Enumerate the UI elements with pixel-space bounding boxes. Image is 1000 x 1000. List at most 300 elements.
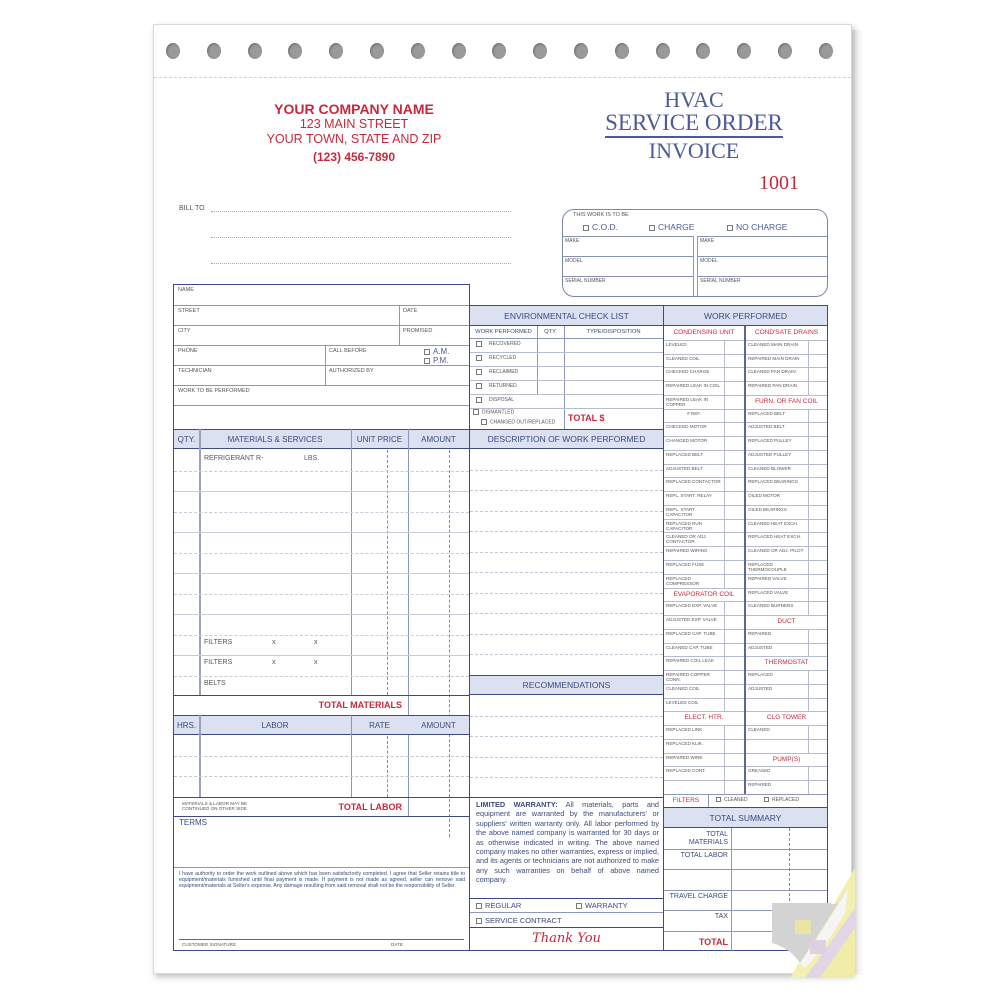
divider (174, 325, 469, 326)
divider (664, 560, 744, 561)
work-item-label: CLEANED (748, 727, 770, 733)
divider (664, 505, 744, 506)
description-line[interactable] (470, 634, 663, 635)
check-cell[interactable] (724, 532, 725, 546)
recommendation-line[interactable] (470, 736, 663, 737)
perforation-line (154, 77, 851, 78)
environmental-title: ENVIRONMENTAL CHECK LIST (470, 306, 663, 326)
divider (746, 436, 827, 437)
rate-header: RATE (369, 720, 390, 730)
check-cell[interactable] (724, 367, 725, 381)
section-heading: DUCT (777, 618, 796, 626)
divider (746, 766, 827, 767)
checkbox-icon[interactable] (476, 355, 482, 361)
work-item-label: CHECKED MOTOR (666, 424, 707, 430)
check-cell[interactable] (808, 670, 809, 684)
check-cell[interactable] (724, 436, 725, 450)
description-line[interactable] (470, 572, 663, 573)
description-line[interactable] (470, 511, 663, 512)
material-row-line[interactable] (174, 614, 469, 615)
make-field-2[interactable]: MAKE (698, 236, 828, 256)
divider (746, 560, 827, 561)
material-row-line[interactable] (174, 594, 469, 595)
check-cell[interactable] (724, 574, 725, 588)
model-field-1[interactable]: MODEL (563, 256, 693, 276)
divider (664, 670, 744, 671)
check-cell[interactable] (724, 354, 725, 368)
env-qty-header: QTY. (544, 329, 557, 335)
check-cell[interactable] (808, 381, 809, 395)
checkbox-icon[interactable] (476, 918, 482, 924)
binding-hole-icon (533, 43, 547, 59)
check-cell[interactable] (724, 684, 725, 698)
description-line[interactable] (470, 593, 663, 594)
summary-amount-field[interactable] (732, 849, 827, 869)
divider (746, 588, 827, 589)
invoice-number: 1001 (759, 172, 799, 194)
form-title (594, 89, 794, 164)
check-cell[interactable] (724, 450, 725, 464)
divider (664, 367, 744, 368)
material-row-line[interactable] (174, 655, 469, 656)
company-street: 123 MAIN STREET (299, 117, 409, 131)
material-row-line[interactable] (174, 553, 469, 554)
divider (174, 867, 469, 868)
note-line: CONTINUED ON OTHER SIDE (182, 806, 247, 811)
check-cell[interactable] (724, 546, 725, 560)
check-cell[interactable] (808, 725, 809, 739)
divider (174, 305, 469, 306)
check-cell[interactable] (808, 491, 809, 505)
bill-to-line-3[interactable] (211, 263, 511, 264)
work-item-label: REPLACED BELT (666, 451, 704, 457)
env-total-label: TOTAL $ (568, 413, 605, 423)
amount-header: AMOUNT (421, 434, 456, 444)
check-cell[interactable] (724, 698, 725, 712)
work-item-label: REPLACED BELT (748, 410, 786, 416)
work-item-label: CLEANED BURNERS (748, 603, 794, 609)
binding-hole-icon (166, 43, 180, 59)
material-row-line[interactable] (174, 573, 469, 574)
description-line[interactable] (470, 531, 663, 532)
check-cell[interactable] (724, 491, 725, 505)
bill-to-line-2[interactable] (211, 237, 511, 238)
divider (746, 395, 827, 396)
env-item-returned[interactable] (476, 383, 517, 389)
section-heading: COND'SATE DRAINS (754, 329, 819, 336)
note-line: MATERIALS & LABOR MAY BE (182, 801, 248, 806)
checkbox-icon[interactable] (727, 225, 733, 231)
company-citystate: YOUR TOWN, STATE AND ZIP (266, 132, 442, 146)
check-cell[interactable] (808, 519, 809, 533)
checkbox-icon[interactable] (576, 903, 582, 909)
work-item-label: ADJUSTED (748, 644, 773, 650)
check-cell[interactable] (724, 615, 725, 629)
material-row-line[interactable] (174, 635, 469, 636)
recommendations-title: RECOMMENDATIONS (470, 675, 663, 695)
env-item-reclaimed[interactable] (476, 369, 518, 375)
bill-to-line-1[interactable] (211, 211, 511, 212)
divider (664, 725, 744, 726)
checkbox-icon[interactable] (473, 409, 479, 415)
work-item-label: CHECKED CHARGE (666, 369, 710, 375)
work-item-label: REPAIRED LEAK IN COIL (666, 383, 721, 389)
check-cell[interactable] (808, 684, 809, 698)
check-cell[interactable] (808, 588, 809, 602)
check-cell[interactable] (808, 560, 809, 574)
divider (664, 464, 744, 465)
work-item-label: CLEANED HEAT EXCH. (748, 520, 799, 526)
material-row-line[interactable] (174, 512, 469, 513)
continued-note (182, 801, 247, 811)
company-phone: (123) 456-7890 (312, 150, 396, 164)
section-heading: THERMOSTAT (764, 659, 809, 667)
serial-field-2[interactable]: SERIAL NUMBER (698, 276, 828, 297)
pm-option[interactable]: P.M. (424, 356, 449, 365)
phone-label: PHONE (178, 348, 198, 354)
description-line[interactable] (470, 470, 663, 471)
warranty-heading: LIMITED WARRANTY: (476, 800, 558, 809)
serial-field-1[interactable]: SERIAL NUMBER (563, 276, 693, 297)
divider (664, 340, 744, 341)
work-item-label: ADJUSTED BELT (666, 465, 703, 471)
work-item-label: REPLACED PULLEY (748, 438, 792, 444)
divider (664, 574, 744, 575)
divider (746, 780, 827, 781)
work-item-label: REPLACED COMPRESSOR (666, 575, 700, 586)
bill-to-label: BILL TO (179, 205, 205, 212)
check-cell[interactable] (808, 643, 809, 657)
check-cell[interactable] (724, 464, 725, 478)
binding-hole-icon (248, 43, 262, 59)
divider (746, 519, 827, 520)
check-cell[interactable] (808, 505, 809, 519)
divider (746, 450, 827, 451)
cents-divider (387, 736, 388, 797)
work-item-label: ADJUSTED EXP. VALVE (666, 617, 717, 623)
work-item-label: GREASED (748, 768, 771, 774)
check-cell[interactable] (808, 532, 809, 546)
check-cell[interactable] (724, 477, 725, 491)
invoice-form (153, 24, 852, 974)
material-row-line[interactable] (174, 471, 469, 472)
divider (664, 698, 744, 699)
divider (746, 464, 827, 465)
check-cell[interactable] (808, 780, 809, 794)
page-curl-icon (770, 868, 855, 978)
description-line[interactable] (470, 613, 663, 614)
divider (697, 236, 698, 297)
check-cell[interactable] (724, 780, 725, 794)
divider (470, 927, 663, 928)
divider (746, 340, 827, 341)
divider (664, 381, 744, 382)
divider (746, 477, 827, 478)
summary-row-label: TOTAL MATERIALS (688, 831, 728, 846)
check-cell[interactable] (724, 739, 725, 753)
work-item-label: REPLACED CONTACTOR (666, 479, 721, 485)
checkbox-icon[interactable] (649, 225, 655, 231)
check-cell[interactable] (808, 340, 809, 354)
authorized-by-label: AUTHORIZED BY (329, 368, 374, 374)
recommendation-line[interactable] (470, 757, 663, 758)
materials-header: MATERIALS & SERVICES (227, 434, 323, 444)
work-item-label: CLEANED COIL (666, 355, 700, 361)
env-work-header: WORK PERFORMED (475, 329, 532, 335)
title-line1: HVAC (664, 87, 724, 112)
recommendation-line[interactable] (470, 716, 663, 717)
divider (746, 643, 827, 644)
check-cell[interactable] (808, 436, 809, 450)
check-cell[interactable] (724, 340, 725, 354)
divider (664, 643, 744, 644)
divider (746, 491, 827, 492)
binding-hole-icon (615, 43, 629, 59)
checkbox-icon[interactable] (476, 341, 482, 347)
binding-hole-icon (370, 43, 384, 59)
labor-header: LABOR (261, 720, 289, 730)
page-shadow (852, 30, 864, 975)
work-item-label: ADJUSTED BELT (748, 424, 785, 430)
divider (664, 780, 744, 781)
binding-hole-icon (819, 43, 833, 59)
model-field-2[interactable]: MODEL (698, 256, 828, 276)
summary-row-label: TOTAL LABOR (680, 851, 728, 859)
cod-option[interactable]: C.O.D. (583, 222, 618, 232)
terms-label: TERMS (179, 818, 207, 827)
divider (664, 354, 744, 355)
check-cell[interactable] (808, 464, 809, 478)
work-item-label: OILED MOTOR (748, 493, 781, 499)
section-heading: CONDENSING UNIT (673, 329, 735, 336)
check-cell[interactable] (724, 753, 725, 767)
divider (664, 794, 827, 795)
divider (746, 615, 827, 616)
check-cell[interactable] (724, 422, 725, 436)
work-item-label: LEVELED (666, 341, 687, 347)
lbs-label: LBS. (304, 455, 320, 462)
check-cell[interactable] (808, 477, 809, 491)
divider (174, 365, 469, 366)
dismantled-option[interactable]: DISMANTLED (473, 409, 514, 415)
divider (174, 405, 469, 406)
checkbox-icon[interactable] (476, 903, 482, 909)
env-item-label: RETURNED (489, 383, 517, 390)
material-row-line[interactable] (174, 532, 469, 533)
service-contract-option[interactable]: SERVICE CONTRACT (476, 916, 562, 925)
description-title: DESCRIPTION OF WORK PERFORMED (470, 429, 663, 449)
binding-hole-icon (492, 43, 506, 59)
divider (174, 385, 469, 386)
binding-hole-icon (207, 43, 221, 59)
divider (746, 367, 827, 368)
check-cell[interactable] (724, 643, 725, 657)
check-cell[interactable] (724, 601, 725, 615)
work-item-label: REPAIRED COIL LEAK (666, 658, 714, 664)
check-cell[interactable] (724, 629, 725, 643)
checkbox-icon[interactable] (481, 419, 487, 425)
work-item-label: REPAIRED (748, 782, 772, 788)
work-item-label: OILED BEARINGS (748, 506, 787, 512)
street-label: STREET (178, 308, 200, 314)
divider (708, 794, 709, 807)
divider (470, 797, 663, 798)
check-cell[interactable] (808, 422, 809, 436)
divider (664, 546, 744, 547)
check-cell[interactable] (808, 601, 809, 615)
check-cell[interactable] (724, 560, 725, 574)
divider (731, 828, 732, 951)
signature-date-label: DATE (391, 942, 403, 947)
checkbox-icon[interactable] (716, 797, 721, 802)
signature-label: CUSTOMER SIGNATURE (182, 942, 236, 947)
summary-row-label: TAX (714, 913, 728, 920)
divider (664, 629, 744, 630)
check-cell[interactable] (724, 519, 725, 533)
am-pm-options (424, 347, 449, 365)
work-item-label: REPAIRED LEAK IN COPPER (666, 396, 709, 407)
check-cell[interactable] (808, 766, 809, 780)
material-row-line[interactable] (174, 491, 469, 492)
env-item-recycled[interactable] (476, 355, 516, 361)
divider (470, 366, 663, 367)
divider (664, 477, 744, 478)
charge-option[interactable]: CHARGE (649, 222, 694, 232)
changed-out-option[interactable]: CHANGED OUT/REPLACED (481, 419, 555, 425)
check-cell[interactable] (808, 739, 809, 753)
call-before-label: CALL BEFORE (329, 348, 367, 354)
check-cell[interactable] (808, 546, 809, 560)
terms-field[interactable] (174, 825, 469, 865)
divider (746, 656, 827, 657)
signature-line[interactable] (179, 939, 464, 940)
thank-you-text: Thank You (532, 931, 601, 946)
work-item-label: CLEANED OR ADJ. PILOT (748, 548, 804, 554)
city-label: CITY (178, 328, 191, 334)
check-cell[interactable] (808, 367, 809, 381)
recommendation-line[interactable] (470, 777, 663, 778)
work-item-label: REPAIRED COPPER CONN. (666, 672, 710, 683)
work-item-label: REPL. START. CAPACITOR (666, 506, 696, 517)
divider (174, 695, 469, 696)
times-label: x (272, 659, 276, 666)
divider (664, 395, 744, 396)
divider (664, 615, 744, 616)
checkbox-icon[interactable] (424, 349, 430, 355)
refrigerant-label: REFRIGERANT R- (204, 455, 264, 462)
check-cell[interactable] (808, 574, 809, 588)
labor-row-line (174, 776, 469, 777)
env-item-disposal[interactable] (476, 397, 514, 403)
filters-label-2: FILTERS (204, 659, 233, 666)
company-block (214, 101, 494, 164)
warranty-option[interactable]: WARRANTY (576, 901, 628, 910)
check-cell[interactable] (724, 409, 725, 423)
total-materials-label: TOTAL MATERIALS (318, 700, 402, 710)
check-cell[interactable] (724, 725, 725, 739)
work-type-box (562, 209, 828, 297)
description-line[interactable] (470, 552, 663, 553)
binding-hole-icon (696, 43, 710, 59)
description-line[interactable] (470, 490, 663, 491)
unit-price-header: UNIT PRICE (356, 434, 403, 444)
regular-option[interactable]: REGULAR (476, 901, 521, 910)
summary-title: TOTAL SUMMARY (664, 807, 827, 828)
divider (693, 236, 694, 297)
belts-label: BELTS (204, 680, 226, 687)
work-item-label: REPAIRED WIRE (666, 754, 703, 760)
checkbox-icon[interactable] (476, 369, 482, 375)
work-item-label: REPAIRED WIRING (666, 548, 708, 554)
am-option[interactable]: A.M. (424, 347, 449, 356)
check-cell[interactable] (808, 629, 809, 643)
check-cell[interactable] (724, 381, 725, 395)
env-item-recovered[interactable] (476, 341, 521, 347)
filters-replaced-option[interactable]: REPLACED (764, 797, 799, 803)
checkbox-icon[interactable] (476, 383, 482, 389)
work-item-label: REPLACED RUN CAPACITOR (666, 520, 702, 531)
binding-hole-icon (656, 43, 670, 59)
authorization-text: I have authority to order the work outlined above which has been satisfactorily completed. I agree that Seller retains title to equipment/materials furnished until final payment is made. If payment is not made as agreed, seller can remove said equipment/materials at Seller's expense. Any damage resulting from said removal shall not be the responsibility of Seller. (179, 871, 465, 890)
total-labor-label: TOTAL LABOR (338, 802, 402, 812)
env-item-label: RECYCLED (489, 355, 517, 362)
divider (664, 436, 744, 437)
divider (470, 912, 663, 913)
check-cell[interactable] (808, 409, 809, 423)
checkbox-icon[interactable] (424, 358, 430, 364)
checkbox-icon[interactable] (583, 225, 589, 231)
check-cell[interactable] (724, 766, 725, 780)
work-item-label: CLEANED MAIN DRAIN (748, 341, 799, 347)
divider (664, 766, 744, 767)
section-heading: ELECT. HTR. (684, 714, 724, 722)
check-cell[interactable] (808, 354, 809, 368)
hrs-header: HRS. (176, 720, 197, 730)
divider (470, 352, 663, 353)
check-cell[interactable] (724, 505, 725, 519)
divider (470, 394, 663, 395)
divider (746, 546, 827, 547)
divider (746, 601, 827, 602)
checkbox-icon[interactable] (764, 797, 769, 802)
section-heading: CLG TOWER (766, 714, 807, 722)
check-cell[interactable] (724, 670, 725, 684)
filters-cleaned-option[interactable]: CLEANED (716, 797, 748, 803)
labor-row-line (174, 756, 469, 757)
make-field-1[interactable]: MAKE (563, 236, 693, 256)
divider (746, 670, 827, 671)
no-charge-option[interactable]: NO CHARGE (727, 222, 787, 232)
check-cell[interactable] (808, 450, 809, 464)
env-item-label: DISPOSAL (489, 397, 515, 404)
divider (664, 519, 744, 520)
summary-amount-field[interactable] (732, 828, 827, 848)
times-label: x (314, 639, 318, 646)
binding-hole-icon (778, 43, 792, 59)
divider (664, 601, 744, 602)
divider (470, 380, 663, 381)
divider (746, 629, 827, 630)
check-cell[interactable] (808, 698, 809, 712)
work-performed-title: WORK PERFORMED (664, 306, 827, 326)
check-cell[interactable] (724, 656, 725, 670)
checkbox-icon[interactable] (476, 397, 482, 403)
check-cell[interactable] (724, 395, 725, 409)
divider (664, 491, 744, 492)
divider (664, 409, 744, 410)
material-row-line[interactable] (174, 676, 469, 677)
description-line[interactable] (470, 654, 663, 655)
